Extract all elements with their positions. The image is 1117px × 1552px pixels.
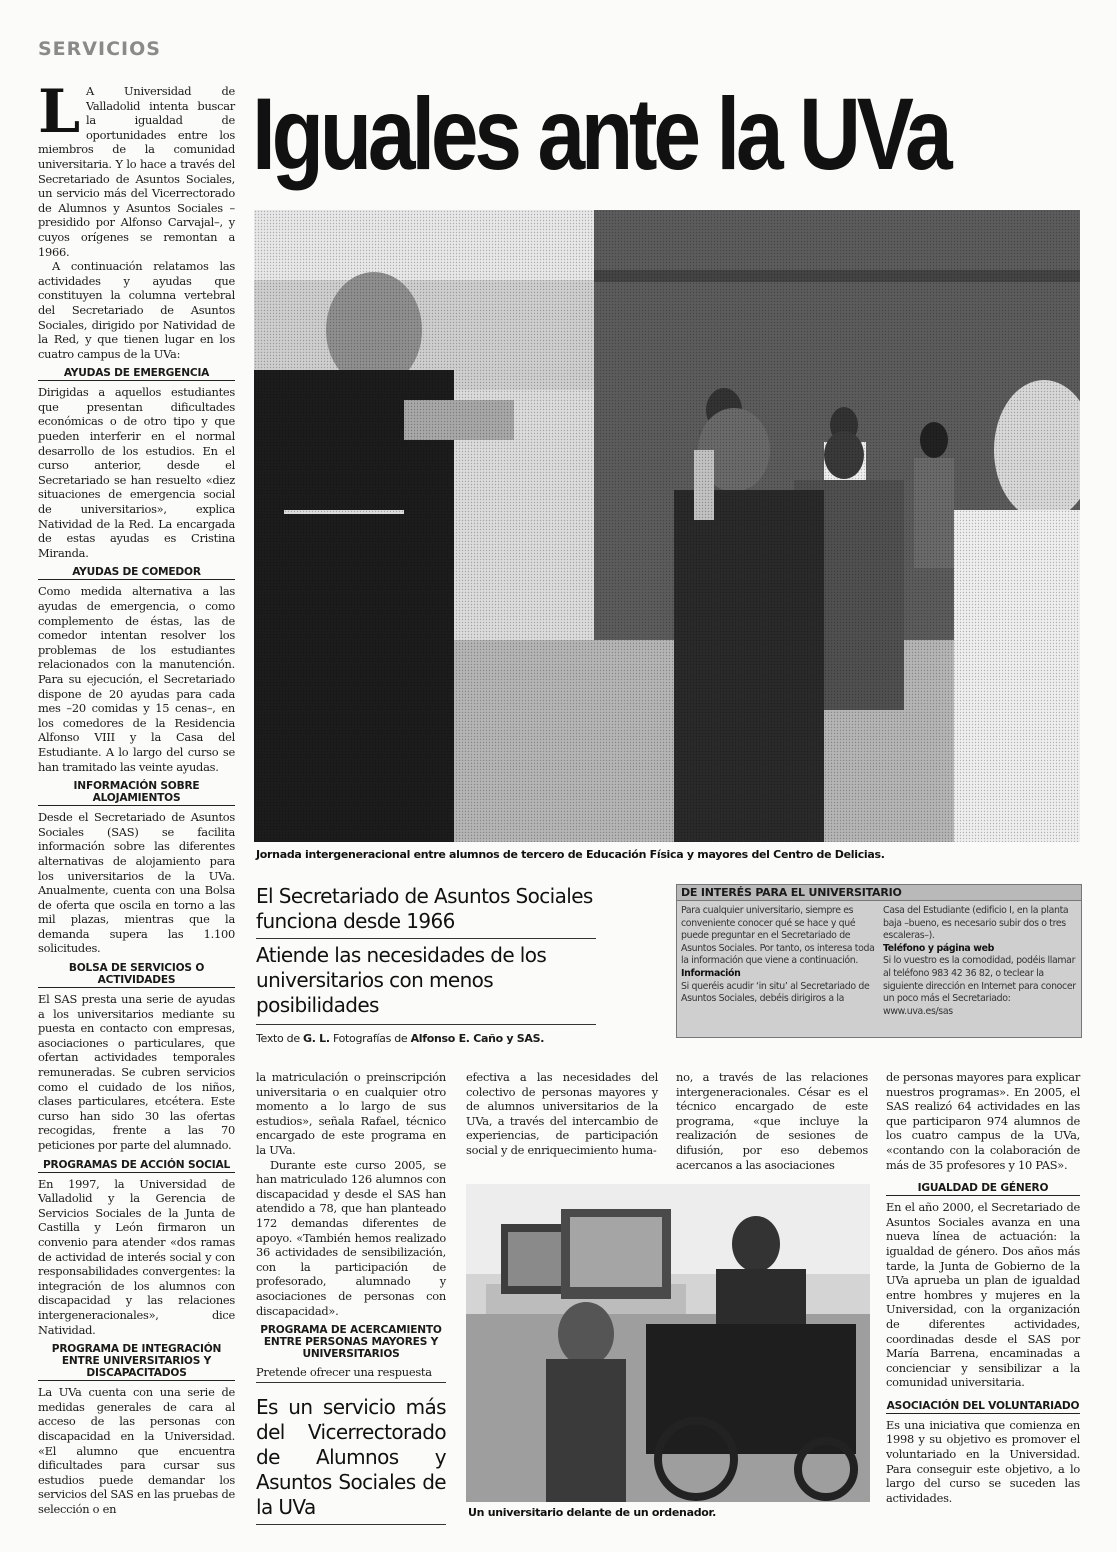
photo-computer-scene bbox=[466, 1184, 870, 1502]
column-3 bbox=[466, 1070, 658, 1158]
column-2 bbox=[256, 1070, 446, 1525]
info-box bbox=[676, 884, 1082, 1038]
intro-paragraph-2: A continuación relatamos las actividades y ayudas que constituyen la columna vertebral del Secretariado de Asuntos Sociales, dirigido por Natividad de la Red, y que tienen lugar en los cuatro campus de la UVa: bbox=[38, 259, 235, 361]
column-1 bbox=[38, 77, 235, 1516]
main-photo bbox=[254, 210, 1080, 842]
col2-text-2: Durante este curso 2005, se han matriculado 126 alumnos con discapacidad y desde el SAS han atendido a 78, que han planteado 172 demandas diferentes de apoyo. «También hemos realizado 36 actividades de sensibilización, con la participación de profesorado, alumnado y asociaciones de personas con discapacidad». bbox=[256, 1157, 446, 1318]
text-bolsa-servicios: El SAS presta una serie de ayudas a los universitarios mediante su puesta en contacto con empresas, asociaciones o particulares, que ofertan actividades temporales remuneradas. Se cubren servicios como el cuidado de los niños, clases particulares, etcétera. Este curso han sido 30 las ofertas recogidas, frente a las 70 peticiones por parte del alumnado. bbox=[38, 992, 235, 1152]
col4-text-1: no, a través de las relaciones intergeneracionales. César es el técnico encargado de este programa, «que incluye la realización de sesiones de difusión, por eso debemos acercanos a las asociaciones bbox=[676, 1070, 868, 1172]
subhead-alojamientos: INFORMACIÓN SOBRE ALOJAMIENTOS bbox=[38, 780, 235, 806]
subhead-ayudas-emergencia: AYUDAS DE EMERGENCIA bbox=[38, 367, 235, 381]
section-label: SERVICIOS bbox=[38, 38, 161, 60]
text-ayudas-comedor: Como medida alternativa a las ayudas de emergencia, o como complemento de éstas, las de comedor intentan resolver los problemas de los estudiantes relacionados con la manutención. Para su ejecución, el Secretariado dispone de 20 ayudas para cada mes –20 comidas y 15 cenas–, en los comedores de la Residencia Alfonso VIII y la Casa del Estudiante. A lo largo del curso se han tramitado las veinte ayudas. bbox=[38, 584, 235, 774]
pullquote: Es un servicio más del Vicerrectorado de Alumnos y Asuntos Sociales de la UVa bbox=[256, 1395, 446, 1525]
subhead-bolsa-servicios: BOLSA DE SERVICIOS O ACTIVIDADES bbox=[38, 962, 235, 988]
info-box-head-telefono: Teléfono y página web bbox=[883, 942, 994, 954]
main-photo-caption: Jornada intergeneracional entre alumnos de tercero de Educación Física y mayores del Centro de Delicias. bbox=[256, 848, 885, 861]
photo-gym-scene bbox=[254, 210, 1080, 842]
computer-photo bbox=[466, 1184, 870, 1502]
col3-text-1: efectiva a las necesidades del colectivo de personas mayores y de alumnos universitarios de la UVa, a través del intercambio de experiencias, de participación social y de enriquecimiento huma- bbox=[466, 1070, 658, 1157]
col5-text-3: Es una iniciativa que comienza en 1998 y su objetivo es promover el voluntariado en la Universidad. Para conseguir este objetivo, a lo largo del curso se suceden las actividades. bbox=[886, 1417, 1080, 1505]
col5-text-2: En el año 2000, el Secretariado de Asuntos Sociales avanza en una nueva línea de actuación: la igualdad de género. Dos años más tarde, la Junta de Gobierno de la UVa aprueba un plan de igualdad entre hombres y mujeres en la Universidad, con la organización de diferentes actividades, coordinadas desde el SAS por María Barrena, encaminadas a concienciar y sensibilizar a la comunidad universitaria. bbox=[886, 1200, 1080, 1390]
info-box-left: Para cualquier universitario, siempre es conveniente conocer qué se hace y qué puede preguntar en el Secretariado de Asuntos Sociales. Por tanto, os interesa toda la información que viene a continuación. Información Si queréis acudir ‘in situ’ al Secretariado de Asuntos Sociales, debéis dirigiros a la bbox=[681, 905, 875, 1005]
intro-paragraph-1: L A Universidad de Valladolid intenta buscar la igualdad de oportunidades entre los miembros de la comunidad universitaria. Y lo hace a través del Secretariado de Asuntos Sociales, un servicio más del Vicerrectorado de Alumnos y Asuntos Sociales –presidido por Alfonso Carvajal–, y cuyos orígenes se remontan a 1966. bbox=[38, 77, 235, 259]
dropcap: L bbox=[38, 77, 80, 147]
deck-block bbox=[256, 884, 596, 1045]
info-box-title: DE INTERÉS PARA EL UNIVERSITARIO bbox=[677, 885, 1081, 901]
text-alojamientos: Desde el Secretariado de Asuntos Sociales (SAS) se facilita información sobre las diferentes alternativas de alojamiento para los universitarios de la UVa. Anualmente, cuenta con una Bolsa de oferta que oscila en torno a las mil plazas, mientras que la demanda supera las 1.100 solicitudes. bbox=[38, 810, 235, 956]
text-integracion: La UVa cuenta con una serie de medidas generales de cara al acceso de las personas con discapacidad en la Universidad. «El alumno que encuentra dificultades para cursar sus estudios puede demandar los servicios del SAS en las pruebas de selección o en bbox=[38, 1385, 235, 1516]
deck-2: Atiende las necesidades de los universitarios con menos posibilidades bbox=[256, 939, 596, 1025]
text-ayudas-emergencia: Dirigidas a aquellos estudiantes que presentan dificultades económicas o de otro tipo y que pueden interferir en el normal desarrollo de los estudios. En el curso anterior, desde el Secretariado se han resuelto «diez situaciones de emergencia social de universitarios», explica Natividad de la Red. La encargada de estas ayudas es Cristina Miranda. bbox=[38, 385, 235, 560]
headline: Iguales ante la UVa bbox=[252, 77, 949, 191]
column-5 bbox=[886, 1070, 1080, 1505]
subhead-ayudas-comedor: AYUDAS DE COMEDOR bbox=[38, 566, 235, 580]
computer-photo-caption: Un universitario delante de un ordenador. bbox=[468, 1506, 716, 1519]
subhead-integracion: PROGRAMA DE INTEGRACIÓN ENTRE UNIVERSITARIOS Y DISCAPACITADOS bbox=[38, 1343, 235, 1381]
info-box-head-informacion: Información bbox=[681, 967, 741, 979]
subhead-accion-social: PROGRAMAS DE ACCIÓN SOCIAL bbox=[38, 1159, 235, 1173]
subhead-voluntariado: ASOCIACIÓN DEL VOLUNTARIADO bbox=[886, 1399, 1080, 1412]
col2-text-3: Pretende ofrecer una respuesta bbox=[256, 1365, 446, 1383]
col5-text-1: de personas mayores para explicar nuestros programas». En 2005, el SAS realizó 64 actividades en las que participaron 974 alumnos de los cuatro campus de la UVa, «contando con la colaboración de más de 35 profesores y 10 PAS». bbox=[886, 1070, 1081, 1172]
deck-1: El Secretariado de Asuntos Sociales funciona desde 1966 bbox=[256, 884, 596, 939]
col2-text-1: la matriculación o preinscripción universitaria o en cualquier otro momento a lo largo de sus estudios», señala Rafael, técnico encargado de este programa en la UVa. bbox=[256, 1070, 446, 1157]
subhead-igualdad-genero: IGUALDAD DE GÉNERO bbox=[886, 1182, 1080, 1196]
column-4 bbox=[676, 1070, 868, 1172]
subhead-acercamiento: PROGRAMA DE ACERCAMIENTO ENTRE PERSONAS MAYORES Y UNIVERSITARIOS bbox=[260, 1324, 442, 1361]
text-accion-social: En 1997, la Universidad de Valladolid y la Gerencia de Servicios Sociales de la Junta de Castilla y León firmaron un convenio para atender «dos ramas de actividad de interés social y con responsabilidades convergentes: la integración de los alumnos con discapacidad y las relaciones intergeneracionales», dice Natividad. bbox=[38, 1176, 235, 1337]
info-box-right: Casa del Estudiante (edificio I, en la planta baja –bueno, es necesario subir dos o tres escaleras–). Teléfono y página web Si lo vuestro es la comodidad, podéis llamar al teléfono 983 42 36 82, o teclear la siguiente dirección en Internet para conocer un poco más el Secretariado: www.uva.es/sas bbox=[883, 905, 1076, 1017]
credit-line: Texto de G. L. Fotografías de Alfonso E. Caño y SAS. bbox=[256, 1032, 545, 1045]
